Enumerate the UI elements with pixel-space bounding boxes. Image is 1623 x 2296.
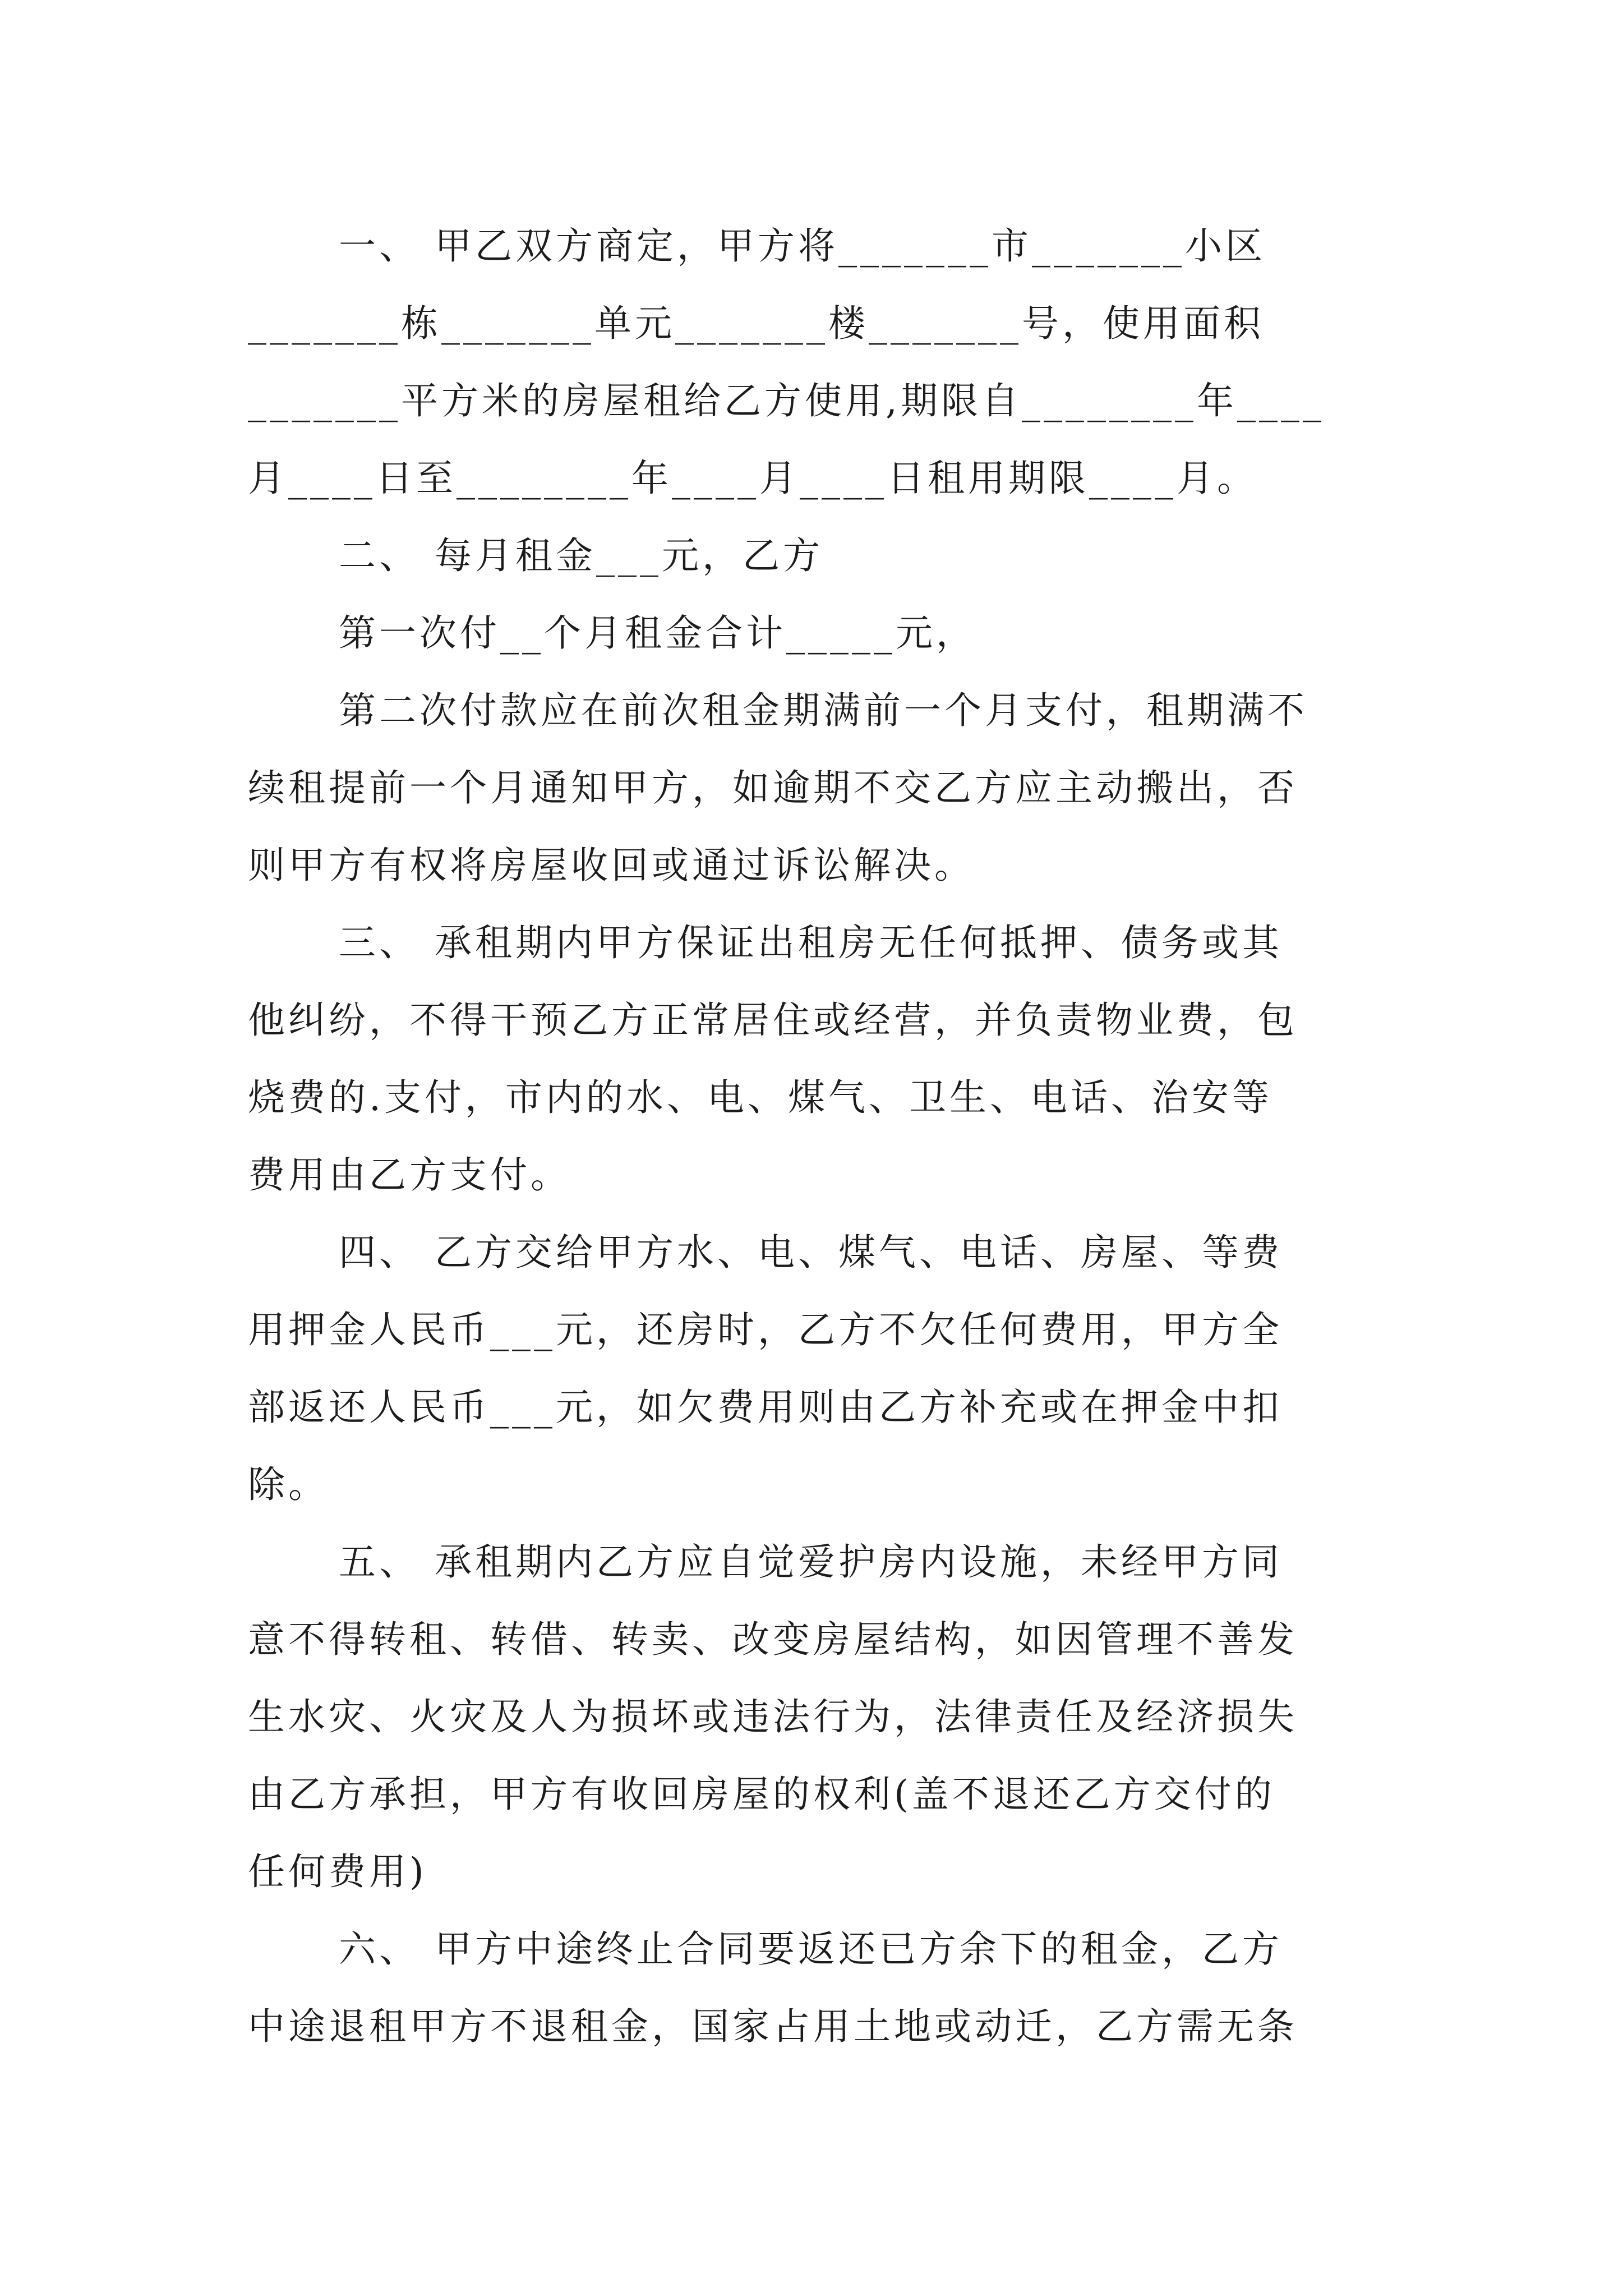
text-line: 五、 承租期内乙方应自觉爱护房内设施，未经甲方同 xyxy=(339,1540,1283,1584)
text-line: 则甲方有权将房屋收回或通过诉讼解决。 xyxy=(248,844,975,887)
text-line: 费用由乙方支付。 xyxy=(248,1153,571,1197)
text-line: _______平方米的房屋租给乙方使用,期限自________年____ xyxy=(248,379,1325,422)
text-line: 生水灾、火灾及人为损坏或违法行为，法律责任及经济损失 xyxy=(248,1695,1298,1738)
text-line: 他纠纷，不得干预乙方正常居住或经营，并负责物业费，包 xyxy=(248,999,1298,1042)
text-line: 续租提前一个月通知甲方，如逾期不交乙方应主动搬出，否 xyxy=(248,766,1298,809)
text-line: 中途退租甲方不退租金，国家占用土地或动迁，乙方需无条 xyxy=(248,2005,1298,2048)
text-line: 由乙方承担，甲方有收回房屋的权利(盖不退还乙方交付的 xyxy=(248,1773,1275,1816)
text-line: 二、 每月租金___元，乙方 xyxy=(339,534,823,577)
text-line: 三、 承租期内甲方保证出租房无任何抵押、债务或其 xyxy=(339,921,1283,964)
text-line: 任何费用) xyxy=(248,1850,427,1893)
text-line: 除。 xyxy=(248,1463,329,1506)
text-line: 六、 甲方中途终止合同要返还已方余下的租金，乙方 xyxy=(339,1927,1283,1971)
text-line: _______栋_______单元_______楼_______号，使用面积 xyxy=(248,302,1264,345)
text-line: 部返还人民币___元，如欠费用则由乙方补充或在押金中扣 xyxy=(248,1386,1283,1429)
text-line: 烧费的.支付，市内的水、电、煤气、卫生、电话、治安等 xyxy=(248,1076,1272,1119)
text-line: 意不得转租、转借、转卖、改变房屋结构，如因管理不善发 xyxy=(248,1618,1298,1661)
text-line: 第一次付__个月租金合计_____元， xyxy=(339,611,976,655)
document-body xyxy=(248,208,1383,2065)
text-line: 月____日至________年____月____日租用期限____月。 xyxy=(248,457,1257,500)
text-line: 用押金人民币___元，还房时，乙方不欠任何费用，甲方全 xyxy=(248,1308,1283,1351)
text-line: 第二次付款应在前次租金期满前一个月支付，租期满不 xyxy=(339,689,1308,732)
text-line: 一、 甲乙双方商定，甲方将_______市_______小区 xyxy=(339,224,1266,268)
text-line: 四、 乙方交给甲方水、电、煤气、电话、房屋、等费 xyxy=(339,1231,1283,1274)
